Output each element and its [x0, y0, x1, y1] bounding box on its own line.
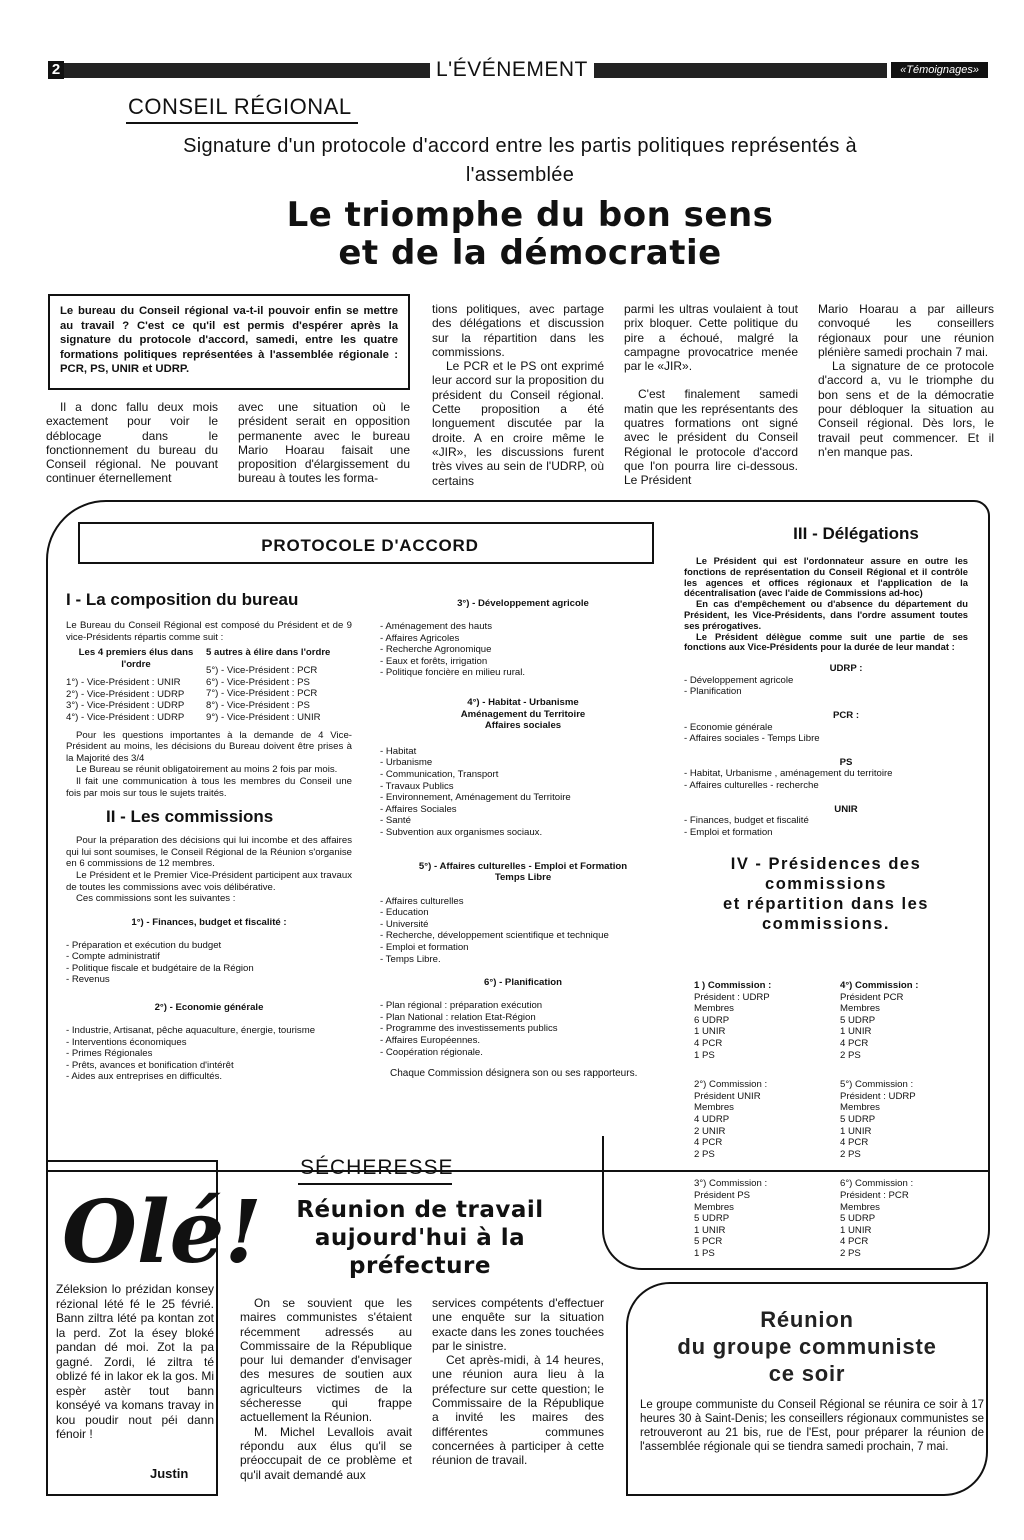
ole-signature: Justin [150, 1466, 189, 1481]
delegation-udrp [684, 663, 968, 698]
line: 4 PCR [840, 1037, 869, 1049]
paragraph: Cet après-midi, à 14 heures, une réunion aura lieu à la préfecture sur cette question; le Commissaire de la République a invité les maires des différentes communes concernées à participer à cette réunion de travail. [432, 1353, 604, 1468]
paragraph: services compétents d'effectuer une enquête sur la situation exacte dans les zones touchées par le sinistre. [432, 1296, 604, 1353]
line: 5 PCR [694, 1236, 723, 1248]
vp-col-a-head: Les 4 premiers élus dans l'ordre [78, 647, 194, 670]
line: 1 UNIR [840, 1224, 872, 1236]
list-item: - Compte administratif [66, 951, 160, 963]
commission-grid-frame [602, 1136, 990, 1270]
protocole-title: PROTOCOLE D'ACCORD [261, 536, 479, 555]
section-2-body [66, 835, 352, 905]
paragraph: On se souvient que les maires communistes s'étaient récemment adressés au Commissaire de la République pour lui demander d'envisager des mesures de soutien aux agriculteurs victimes de la sécheresse qui frappe actuellement la Réunion. [240, 1296, 412, 1425]
list-item: - Santé [380, 815, 411, 827]
list-item: - Programme des investissements publics [380, 1023, 558, 1035]
secheresse-kicker: SÉCHERESSE [300, 1156, 454, 1179]
lead-box: Le bureau du Conseil régional va-t-il pouvoir enfin se mettre au travail ? C'est ce qu'il est permis d'espérer après la signature du protocole d'accord, samedi, entre les quatre formations politiques représentées à l'assemblée régionale : PCR, PS, UNIR et UDRP. [48, 294, 410, 390]
ole-logo-text: Olé! [62, 1182, 263, 1283]
secheresse-column-1 [240, 1296, 412, 1482]
delegation-pcr [684, 710, 968, 745]
paragraph: C'est finalement samedi matin que les représentants des quatres formations ont signé avec le président du Conseil Régional le protocole d'accord que l'on pourra lire ci-dessous. Le Président [624, 387, 798, 488]
list-item: - Recherche, développement scientifique et technique [380, 930, 609, 942]
title-line: et répartition dans les commissions. [723, 895, 929, 934]
secheresse-kicker-rule [298, 1183, 452, 1185]
reunion-title [640, 1306, 974, 1387]
delegation-party: PCR : [832, 709, 860, 721]
list-item: - Affaires sociales - Temps Libre [684, 733, 820, 745]
vp-item: 7°) - Vice-Président : PCR [206, 688, 318, 700]
article-column-4 [624, 302, 798, 488]
paragraph: Le Président et le Premier Vice-Président participent aux travaux de toutes les commissions avec vois délibérative. [66, 869, 352, 893]
vp-col-b-head: 5 autres à élire dans l'ordre [206, 647, 331, 659]
section-3-body [684, 556, 968, 653]
article-subtitle: Signature d'un protocole d'accord entre les partis politiques représentés à l'assemblée [183, 135, 857, 186]
line: Président : UDRP [694, 991, 770, 1003]
list-item: - Revenus [66, 974, 110, 986]
header-bar [48, 60, 988, 80]
vp-item: 6°) - Vice-Président : PS [206, 676, 310, 688]
list-item: - Emploi et formation [684, 826, 773, 838]
line: 2 PS [840, 1049, 861, 1061]
list-item: - Habitat [380, 745, 417, 757]
commission-3-title: 3°) - Développement agricole [457, 598, 589, 609]
list-item: - Economie générale [684, 721, 773, 733]
title-line: 4°) - Habitat - Urbanisme [467, 696, 579, 708]
page-number: 2 [48, 61, 64, 79]
commission-3-list [380, 621, 666, 679]
section-4-title [684, 854, 968, 934]
line: Président PS [694, 1189, 750, 1201]
headline-line-1: Le triomphe du bon sens [286, 195, 774, 235]
section-1-body [66, 730, 352, 800]
list-item: - Aides aux entreprises en difficultés. [66, 1071, 223, 1083]
line: 5 UDRP [694, 1213, 730, 1225]
article-kicker: CONSEIL RÉGIONAL [128, 94, 352, 119]
protocole-column-2 [380, 598, 666, 1080]
list-item: - Communication, Transport [380, 768, 499, 780]
line: Président : UDRP [840, 1090, 916, 1102]
secheresse-title: Réunion de travail aujourd'hui à la préfecture [296, 1197, 544, 1279]
paragraph: Le Président qui est l'ordonnateur assure en outre les fonctions de représentation du Conseil Régional et il contrôle les agences et offices régionaux et l'application de la décentralisation (avec l'aide de Commissions ad-hoc) [684, 555, 968, 599]
list-item: - Affaires culturelles [380, 895, 464, 907]
list-item: - Affaires Agricoles [380, 632, 460, 644]
commission-2-title: 2°) - Economie générale [154, 1002, 264, 1014]
commission-block [694, 980, 840, 1061]
line: 1 UNIR [694, 1224, 726, 1236]
paragraph: Pour la préparation des décisions qui lui incombe et des affaires qui lui sont soumises, le Conseil Régional de la Réunion s'organise en 6 commissions de 12 membres. [66, 835, 352, 870]
title-line: Aménagement du Territoire [460, 708, 586, 720]
reunion-text: Le groupe communiste du Conseil Régional se réunira ce soir à 17 heures 30 à Saint-Denis; les conseillers régionaux communistes se retrouveront au 21 bis, rue de l'Est, pour préparer la réunion de l'assemblée régionale qui se tiendra samedi prochain, 7 mai. [640, 1399, 984, 1453]
ole-text: Zéleksion lo prézidan konsey rézional lété fé le 25 févrié. Bann ziltra lété pa kontan zot la perd. Zot la ésey bloké pandan dé moi. Zot la pa gagné. Zordi, lé ziltra té oblizé fé in lakor ek la gos. Mi espèr astèr tout bann konséyé va komans travay in kou poudir nout péi dann fénoir ! [56, 1282, 214, 1441]
delegation-unir [684, 804, 968, 839]
line: Membres [840, 1201, 880, 1213]
paragraph: Mario Hoarau a par ailleurs convoqué les conseillers régionaux pour une réunion plénière samedi prochain 7 mai. [818, 302, 994, 359]
paragraph: Le PCR et le PS ont exprimé leur accord sur la proposition du président du Conseil régional. Cette proposition a été longuement discutée par la droite. A en croire même le «JIR», les discussions furent très vives au sein de l'UDRP, où certains [432, 359, 604, 488]
list-item: - Emploi et formation [380, 942, 469, 954]
article-headline [140, 196, 920, 272]
list-item: - Urbanisme [380, 757, 433, 769]
commission-6-list [380, 1000, 666, 1058]
line: 5 UDRP [840, 1113, 876, 1125]
article-column-2 [238, 400, 410, 486]
paragraph: Il a donc fallu deux mois exactement pour voir le déblocage dans le fonctionnement du bureau du Conseil régional. Ne pouvant continuer éternellement [46, 400, 218, 486]
article-column-5 [818, 302, 994, 459]
line: 4 PCR [840, 1137, 869, 1149]
line: 1 UNIR [694, 1026, 726, 1038]
commission-5-list [380, 896, 666, 966]
list-item: - Habitat, Urbanisme , aménagement du territoire [684, 768, 893, 780]
vp-item: 9°) - Vice-Président : UNIR [206, 711, 321, 723]
line: 4 PCR [694, 1137, 723, 1149]
vp-item: 5°) - Vice-Président : PCR [206, 665, 318, 677]
commission-block [840, 980, 984, 1061]
line: 2 PS [694, 1148, 715, 1160]
line: Président : PCR [840, 1189, 909, 1201]
header-rule-right [594, 63, 887, 78]
section-3-title: III - Délégations [793, 524, 919, 543]
line: 4 PCR [840, 1236, 869, 1248]
line: 6 UDRP [694, 1014, 730, 1026]
list-item: - Temps Libre. [380, 953, 441, 965]
line: 1 UNIR [840, 1026, 872, 1038]
list-item: - Politique fiscale et budgétaire de la Région [66, 962, 254, 974]
line: Membres [694, 1201, 734, 1213]
title-line: 5°) - Affaires culturelles - Emploi et Formation [418, 860, 628, 872]
line: Membres [840, 1003, 880, 1015]
list-item: - Primes Régionales [66, 1048, 153, 1060]
line: 1 PS [694, 1049, 715, 1061]
delegation-party: PS [839, 756, 853, 768]
line: Membres [840, 1102, 880, 1114]
kicker-rule [126, 122, 358, 124]
title-line: ce soir [768, 1361, 846, 1386]
delegation-party: UNIR [834, 803, 858, 815]
line: 4°) Commission : [840, 980, 919, 991]
vp-item: 3°) - Vice-Président : UDRP [66, 700, 185, 712]
paragraph: Ces commissions sont les suivantes : [76, 893, 236, 905]
paragraph: Le Bureau se réunit obligatoirement au moins 2 fois par mois. [76, 764, 338, 776]
line: 2°) Commission : [694, 1079, 768, 1091]
protocole-column-3 [684, 524, 968, 934]
list-item: - Plan National : relation Etat-Région [380, 1011, 536, 1023]
vp-item: 8°) - Vice-Président : PS [206, 699, 310, 711]
list-item: - Prêts, avances et bonification d'intérêt [66, 1059, 234, 1071]
line: 3°) Commission : [694, 1178, 768, 1190]
paragraph: tions politiques, avec partage des délégations et discussion sur la répartition dans les commissions. [432, 302, 604, 359]
title-line: IV - Présidences des commissions [730, 855, 922, 894]
line: 1 ) Commission : [694, 980, 772, 991]
list-item: - Education [380, 907, 429, 919]
vp-item: 1°) - Vice-Président : UNIR [66, 677, 181, 689]
section-1-intro: Le Bureau du Conseil Régional est composé du Président et de 9 vice-Présidents répartis comme suit : [66, 620, 352, 643]
section-2-title: II - Les commissions [106, 807, 274, 827]
paragraph: Pour les questions importantes à la demande de 4 Vice-Président au moins, les décisions du Bureau doivent être prises à la Majorité des 3/4 [66, 729, 352, 764]
list-item: - Coopération régionale. [380, 1046, 483, 1058]
line: 1 UNIR [840, 1125, 872, 1137]
title-line: Affaires sociales [484, 720, 562, 732]
ole-logo [54, 1160, 263, 1283]
line: 1 PS [694, 1247, 715, 1259]
commission-5-title [380, 861, 666, 884]
line: 6°) Commission : [840, 1178, 914, 1190]
title-line: Réunion [760, 1307, 854, 1332]
line: 4 PCR [694, 1037, 723, 1049]
line: Membres [694, 1003, 734, 1015]
list-item: - Subvention aux organismes sociaux. [380, 826, 543, 838]
list-item: - Eaux et forêts, irrigation [380, 655, 488, 667]
list-item: - Plan régional : préparation exécution [380, 1000, 543, 1012]
line: 2 PS [840, 1148, 861, 1160]
paragraph: parmi les ultras voulaient à tout prix bloquer. Cette politique du pire a échoué, malgré la campagne provocatrice menée par le «JIR». [624, 302, 798, 374]
line: Membres [694, 1102, 734, 1114]
list-item: - Finances, budget et fiscalité [684, 815, 809, 827]
vp-item: 2°) - Vice-Président : UDRP [66, 688, 185, 700]
article-column-1 [46, 400, 218, 486]
headline-line-2: et de la démocratie [338, 233, 722, 273]
vp-item: 4°) - Vice-Président : UDRP [66, 711, 185, 723]
protocole-column-1 [66, 590, 352, 1083]
list-item: - Politique foncière en milieu rural. [380, 667, 526, 679]
list-item: - Recherche Agronomique [380, 644, 492, 656]
list-item: - Affaires culturelles - recherche [684, 779, 819, 791]
vice-president-table [66, 647, 352, 723]
paragraph: M. Michel Levallois avait répondu aux élus qu'il se préoccupait de ce problème et qu'il avait demandé aux [240, 1424, 412, 1482]
journal-tag: «Témoignages» [891, 62, 988, 78]
rapporteurs-note: Chaque Commission désignera son ou ses rapporteurs. [390, 1068, 638, 1080]
header-rule-left [64, 63, 430, 78]
commission-4-title [380, 697, 666, 732]
list-item: - Interventions économiques [66, 1036, 187, 1048]
line: 2 UNIR [694, 1125, 726, 1137]
paragraph: La signature de ce protocole d'accord a, vu le triomphe du bon sens et de la démocratie pour débloquer la situation au Conseil régional. Dès lors, le travail peut commencer. Et il n'en manque pas. [818, 359, 994, 459]
article-column-3 [432, 302, 604, 488]
line: 5 UDRP [840, 1213, 876, 1225]
list-item: - Aménagement des hauts [380, 621, 492, 632]
list-item: - Affaires Sociales [380, 803, 457, 815]
title-line: Temps Libre [494, 872, 552, 884]
delegation-ps [684, 757, 968, 792]
section-name: L'ÉVÉNEMENT [436, 58, 588, 81]
paragraph: Le Président délègue comme suit une partie de ses fonctions aux Vice-Présidents pour la durée de leur mandat : [684, 630, 968, 653]
delegation-party: UDRP : [829, 663, 863, 675]
list-item: - Développement agricole [684, 674, 794, 686]
list-item: - Université [380, 918, 429, 930]
commission-1-title: 1°) - Finances, budget et fiscalité : [131, 916, 287, 928]
commission-2-list [66, 1025, 352, 1083]
line: 5 UDRP [840, 1014, 876, 1026]
list-item: - Travaux Publics [380, 780, 454, 792]
section-1-title: I - La composition du bureau [66, 590, 299, 609]
list-item: - Environnement, Aménagement du Territoire [380, 792, 571, 804]
list-item: - Planification [684, 686, 742, 698]
paragraph: Il fait une communication à tous les membres du Conseil une fois par mois sur tous le sujets traités. [66, 775, 352, 799]
paragraph: En cas d'empêchement ou d'absence du département du Président, les Vice-Présidents, dans l'ordre assument toutes ses prérogatives. [684, 598, 968, 631]
list-item: - Préparation et exécution du budget [66, 939, 222, 951]
line: 5°) Commission : [840, 1079, 914, 1091]
commission-4-list [380, 746, 666, 839]
line: Président UNIR [694, 1090, 761, 1102]
line: 4 UDRP [694, 1113, 730, 1125]
commission-1-list [66, 940, 352, 986]
commission-6-title: 6°) - Planification [484, 977, 562, 989]
list-item: - Affaires Européennes. [380, 1035, 481, 1047]
secheresse-column-2 [432, 1296, 604, 1468]
line: Président PCR [840, 991, 904, 1003]
paragraph: avec une situation où le président serait en opposition permanente avec le bureau Mario Hoarau faisait une proposition d'élargissement du bureau à toutes les forma- [238, 400, 410, 486]
title-line: du groupe communiste [677, 1334, 937, 1359]
list-item: - Industrie, Artisanat, pêche aquaculture, énergie, tourisme [66, 1025, 316, 1037]
line: 2 PS [840, 1247, 861, 1259]
